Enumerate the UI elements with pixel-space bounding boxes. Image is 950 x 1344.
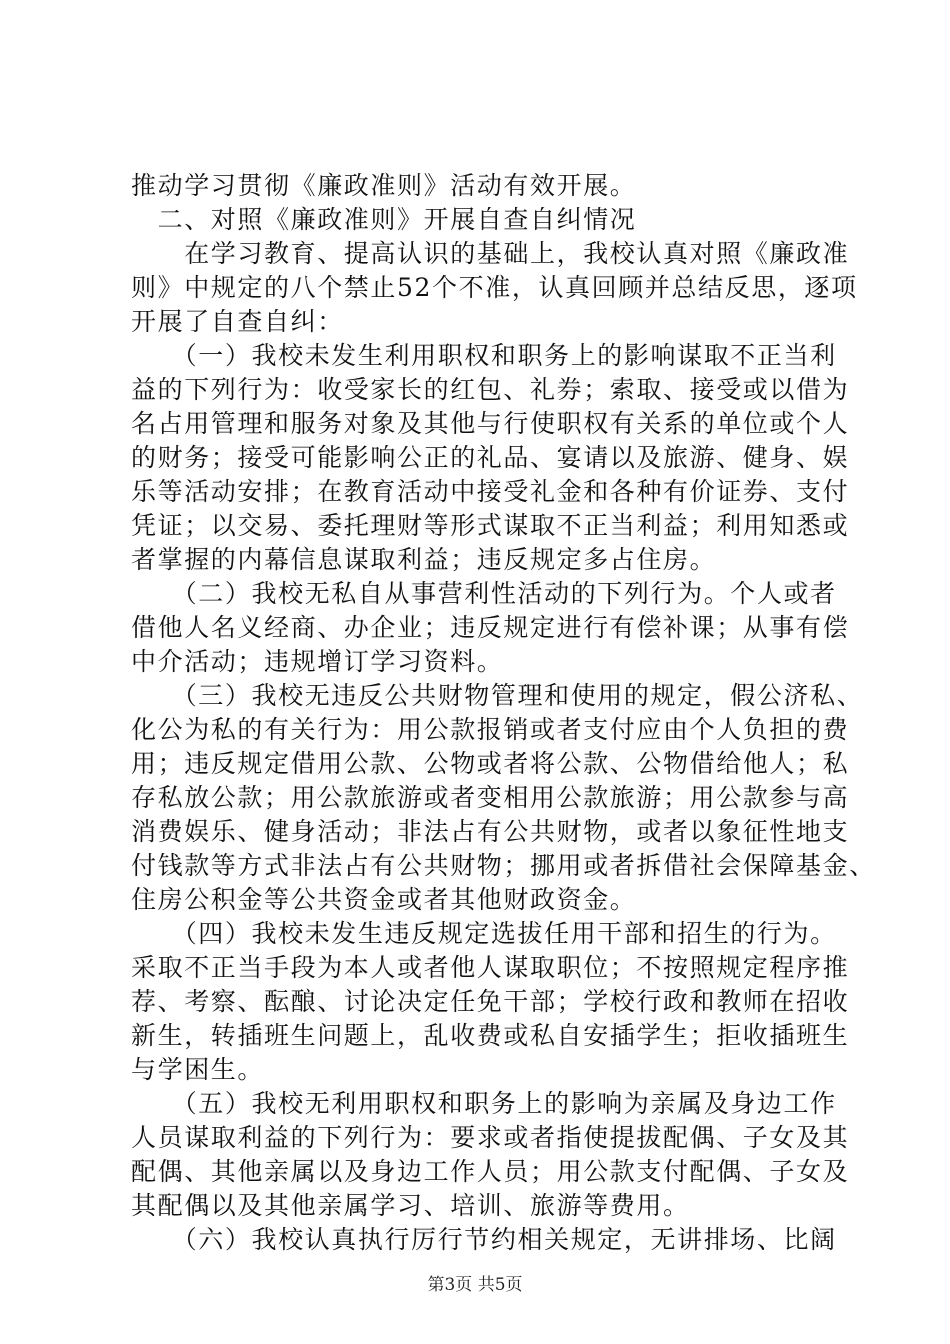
section-heading: 二、对照《廉政准则》开展自查自纠情况 xyxy=(131,205,637,234)
body-text-line: 借他人名义经商、办企业；违反规定进行有偿补课；从事有偿 xyxy=(131,613,850,642)
body-text-line: 中介活动；违规增订学习资料。 xyxy=(131,647,504,676)
body-text-line: 其配偶以及其他亲属学习、培训、旅游等费用。 xyxy=(131,1191,690,1220)
body-text-line: 的财务；接受可能影响公正的礼品、宴请以及旅游、健身、娱 xyxy=(131,443,850,472)
body-text-line: 乐等活动安排；在教育活动中接受礼金和各种有价证券、支付 xyxy=(131,477,850,506)
body-text-line: 名占用管理和服务对象及其他与行使职权有关系的单位或个人 xyxy=(131,409,850,438)
body-text-line: 付钱款等方式非法占有公共财物；挪用或者拆借社会保障基金、 xyxy=(131,851,876,880)
body-text-line: 开展了自查自纠： xyxy=(131,307,344,336)
body-text-line: 用；违反规定借用公款、公物或者将公款、公物借给他人；私 xyxy=(131,749,850,778)
body-text-line: 在学习教育、提高认识的基础上，我校认真对照《廉政准 xyxy=(131,239,850,268)
body-text-line: （六）我校认真执行厉行节约相关规定，无讲排场、比阔 xyxy=(131,1225,837,1254)
body-text-line: 消费娱乐、健身活动；非法占有公共财物，或者以象征性地支 xyxy=(131,817,850,846)
body-text-line: 采取不正当手段为本人或者他人谋取职位；不按照规定程序推 xyxy=(131,953,850,982)
body-text-line: （五）我校无利用职权和职务上的影响为亲属及身边工作 xyxy=(131,1089,837,1118)
body-text-line: 推动学习贯彻《廉政准则》活动有效开展。 xyxy=(131,171,637,200)
body-text-line: 凭证；以交易、委托理财等形式谋取不正当利益；利用知悉或 xyxy=(131,511,850,540)
body-text-line: （二）我校无私自从事营利性活动的下列行为。个人或者 xyxy=(131,579,837,608)
body-text-line: 存私放公款；用公款旅游或者变相用公款旅游；用公款参与高 xyxy=(131,783,850,812)
body-text-line: 新生，转插班生问题上，乱收费或私自安插学生；拒收插班生 xyxy=(131,1021,850,1050)
body-text-line: 荐、考察、酝酿、讨论决定任免干部；学校行政和教师在招收 xyxy=(131,987,850,1016)
body-text-line: （四）我校未发生违反规定选拔任用干部和招生的行为。 xyxy=(131,919,837,948)
body-text-line: 配偶、其他亲属以及身边工作人员；用公款支付配偶、子女及 xyxy=(131,1157,850,1186)
body-text-line: 者掌握的内幕信息谋取利益；违反规定多占住房。 xyxy=(131,545,717,574)
page-number-footer: 第3页 共5页 xyxy=(427,1275,523,1295)
body-text-line: 与学困生。 xyxy=(131,1055,265,1084)
body-text-line: 人员谋取利益的下列行为：要求或者指使提拔配偶、子女及其 xyxy=(131,1123,850,1152)
body-text-line: （三）我校无违反公共财物管理和使用的规定，假公济私、 xyxy=(131,681,864,710)
body-text-line: 益的下列行为：收受家长的红包、礼券；索取、接受或以借为 xyxy=(131,375,850,404)
body-text-line: 则》中规定的八个禁止52个不准，认真回顾并总结反思，逐项 xyxy=(131,273,858,302)
body-text-line: 住房公积金等公共资金或者其他财政资金。 xyxy=(131,885,637,914)
body-text-line: 化公为私的有关行为：用公款报销或者支付应由个人负担的费 xyxy=(131,715,850,744)
body-text-line: （一）我校未发生利用职权和职务上的影响谋取不正当利 xyxy=(131,341,837,370)
